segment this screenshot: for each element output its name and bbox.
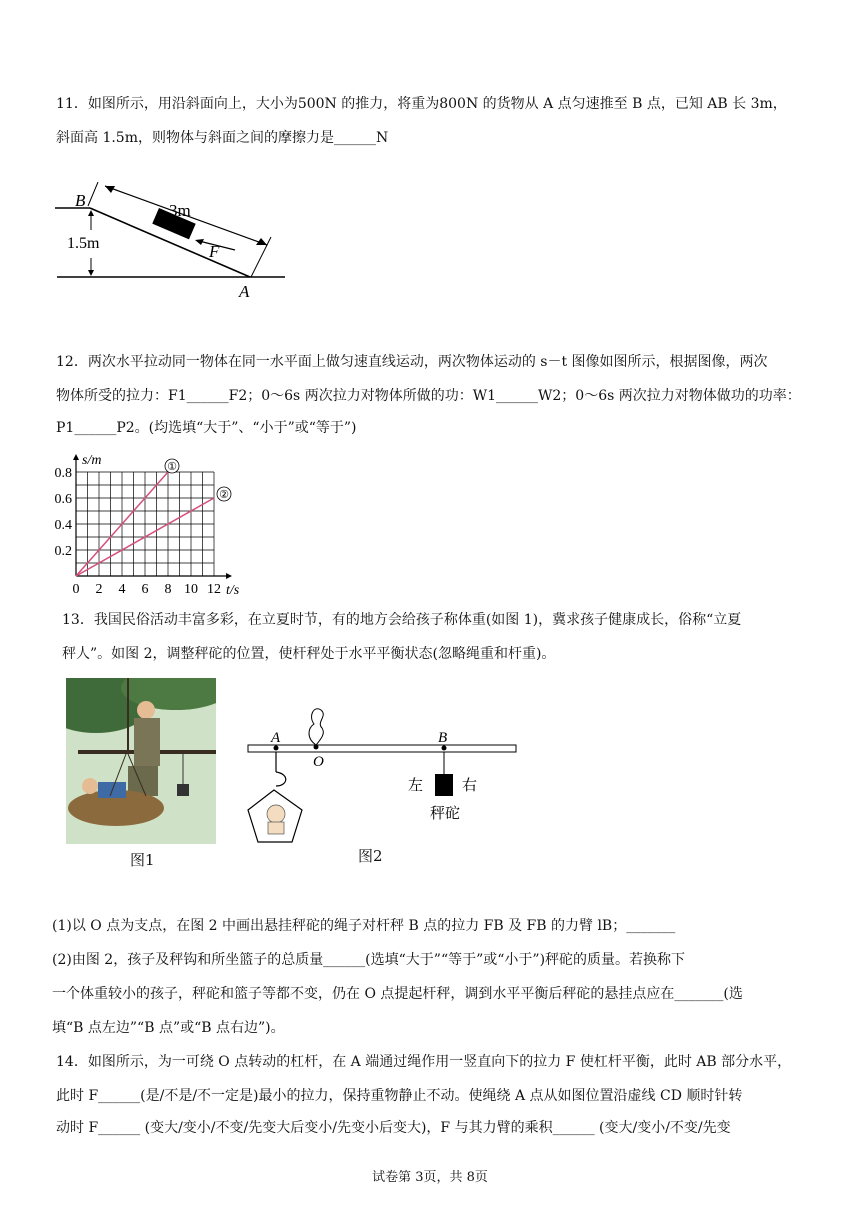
q13-fig1-scene xyxy=(66,678,216,844)
q13-fig2-label-right: 右 xyxy=(462,778,478,794)
chart-x-tick-label: 2 xyxy=(95,582,103,597)
q14-line1: 14．如图所示，为一可绕 O 点转动的杠杆，在 A 端通过绳作用一竖直向下的拉力 F 使杠杆平衡，此时 AB 部分水平， xyxy=(56,1054,792,1070)
chart-x-tick-label: 8 xyxy=(164,582,172,597)
q13-fig2-label-a: A xyxy=(271,730,281,746)
q13-fig2-steelyard xyxy=(236,700,526,860)
chart-ylabel: s/m xyxy=(82,453,102,468)
q14-line2: 此时 F______(是/不是/不一定是)最小的拉力，保持重物静止不动。使绳绕 A 点从如图位置沿虚线 CD 顺时针转 xyxy=(56,1088,743,1104)
chart-x-arrow xyxy=(226,573,232,579)
q13-fig2-label-left: 左 xyxy=(408,778,424,794)
chart-series-label-1: ① xyxy=(167,461,177,473)
chart-x-tick-label: 10 xyxy=(184,582,198,597)
chart-x-tick-label: 6 xyxy=(141,582,149,597)
q13-sub2-line3: 填“B 点左边”“B 点”或“B 点右边”)。 xyxy=(52,1020,285,1036)
q12-line3: P1______P2。(均选填“大于”、“小于”或“等于”) xyxy=(56,420,357,436)
q12-st-chart xyxy=(48,450,258,598)
q14-line3: 动时 F______ (变大/变小/不变/先变大后变小/先变小后变大)，F 与其力臂的乘积______ (变大/变小/不变/先变 xyxy=(56,1120,731,1136)
q13-fig2-label-b: B xyxy=(438,730,448,746)
q11-label-f: F xyxy=(209,242,220,261)
q11-label-length: 3m xyxy=(169,201,191,220)
chart-x-tick-label: 0 xyxy=(72,582,80,597)
chart-x-tick-label: 4 xyxy=(118,582,126,597)
chart-x-tick-label: 12 xyxy=(207,582,221,597)
q13-line2: 秤人”。如图 2，调整秤砣的位置，使杆秤处于水平平衡状态(忽略绳重和杆重)。 xyxy=(62,646,556,662)
chart-y-tick-label: 0.2 xyxy=(54,544,72,559)
q13-sub2-line1: (2)由图 2，孩子及秤钩和所坐篮子的总质量______(选填“大于”“等于”或“小于”)秤砣的质量。若换称下 xyxy=(52,952,686,968)
chart-y-tick-label: 0.4 xyxy=(54,518,72,533)
q11-label-a: A xyxy=(239,282,250,301)
q11-line2: 斜面高 1.5m，则物体与斜面之间的摩擦力是______N xyxy=(56,130,389,146)
q13-fig1-caption: 图1 xyxy=(130,851,155,869)
q13-line1: 13．我国民俗活动丰富多彩，在立夏时节，有的地方会给孩子称体重(如图 1)，冀求孩子健康成长，俗称“立夏 xyxy=(62,612,742,628)
q11-label-b: B xyxy=(75,191,86,210)
page-footer: 试卷第 3页，共 8页 xyxy=(372,1170,488,1185)
chart-xlabel: t/s xyxy=(226,583,240,598)
q13-fig2-caption: 图2 xyxy=(358,847,383,865)
q13-sub2-line2: 一个体重较小的孩子，秤砣和篮子等都不变，仍在 O 点提起杆秤，调到水平平衡后秤砣的悬挂点应在_______(选 xyxy=(52,986,743,1002)
chart-y-arrow xyxy=(73,454,79,460)
q11-line1: 11．如图所示，用沿斜面向上，大小为500N 的推力，将重为800N 的货物从 A 点匀速推至 B 点，已知 AB 长 3m， xyxy=(56,96,787,112)
q13-fig2-label-weight: 秤砣 xyxy=(430,806,461,822)
q12-line2: 物体所受的拉力：F1______F2；0～6s 两次拉力对物体所做的功：W1______W2；0～6s 两次拉力对物体做功的功率： xyxy=(56,388,801,404)
q12-line1: 12．两次水平拉动同一物体在同一水平面上做匀速直线运动，两次物体运动的 s－t 图像如图所示，根据图像，两次 xyxy=(56,354,768,370)
chart-y-tick-label: 0.6 xyxy=(54,492,72,507)
q13-fig2-label-o: O xyxy=(313,754,324,770)
q13-sub1: (1)以 O 点为支点，在图 2 中画出悬挂秤砣的绳子对杆秤 B 点的拉力 FB 及 FB 的力臂 lB；_______ xyxy=(52,918,676,934)
q11-label-height: 1.5m xyxy=(67,235,100,252)
chart-y-tick-label: 0.8 xyxy=(54,466,72,481)
q11-incline-figure xyxy=(55,182,295,302)
chart-series-label-2: ② xyxy=(219,489,229,501)
